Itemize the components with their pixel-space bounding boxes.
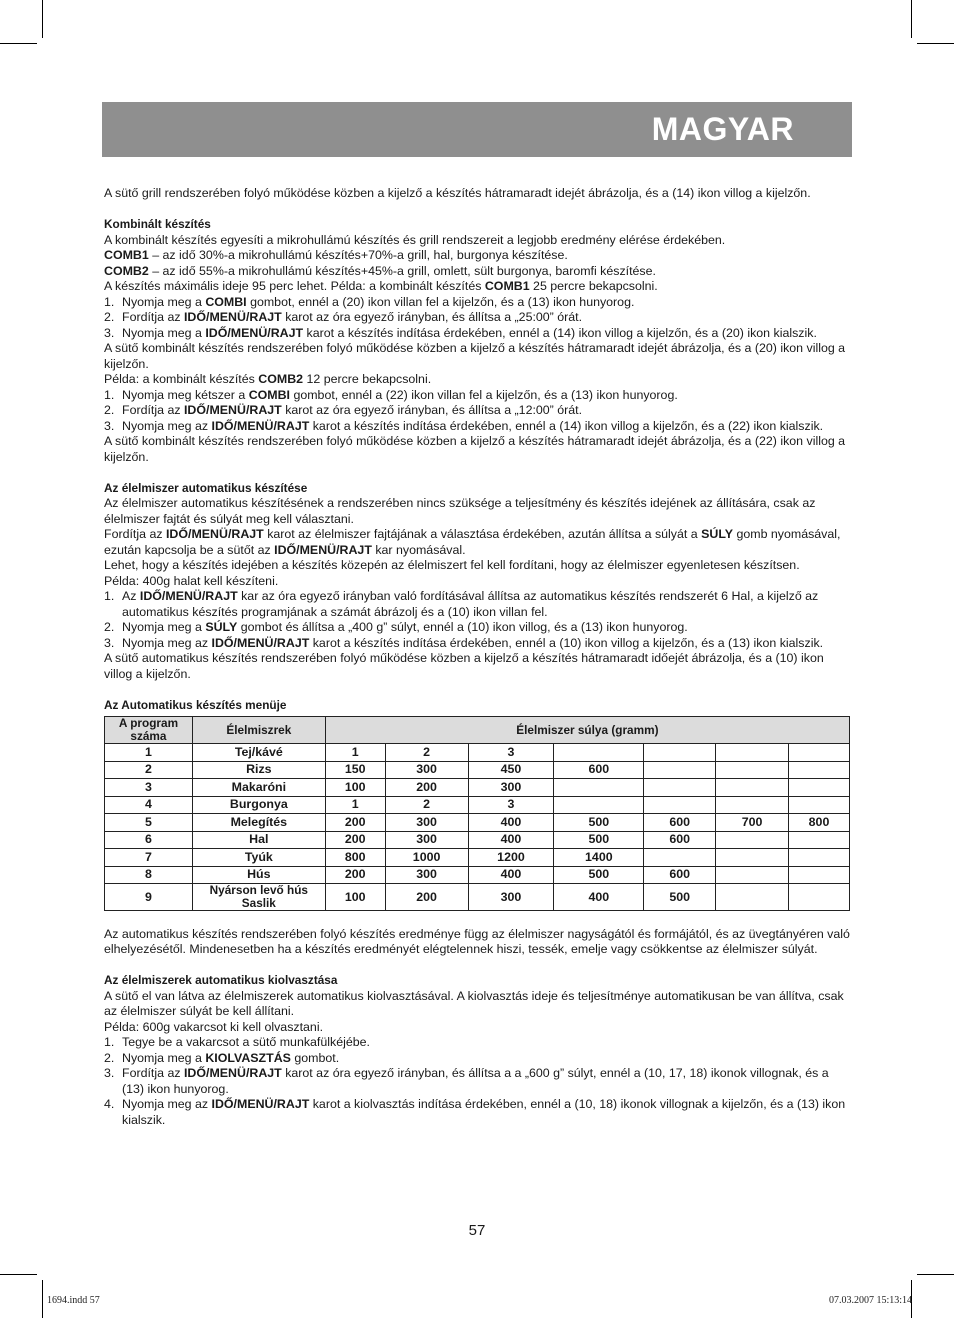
paragraph: Az élelmiszer automatikus készítésének a rendszerében nincs szüksége a teljesítmény és készítés idejének az állítására, csak az élelmiszer fajtát és súlyát meg kell választani. (104, 496, 816, 526)
crop-mark (911, 0, 912, 38)
table-cell (554, 779, 644, 797)
table-cell: 600 (644, 814, 716, 832)
table-cell: 200 (385, 779, 468, 797)
table-cell: Tyúk (192, 849, 325, 867)
table-cell (554, 744, 644, 762)
table-row (105, 761, 850, 779)
table-cell: 600 (644, 866, 716, 884)
table-cell: 400 (468, 814, 554, 832)
table-cell: 300 (468, 884, 554, 911)
table-cell: 1 (325, 744, 385, 762)
page-title: MAGYAR (651, 111, 794, 147)
table-cell (716, 884, 789, 911)
table-row (105, 884, 850, 911)
list-item: 3. Nyomja meg az IDŐ/MENÜ/RAJT karot a készítés indítása érdekében, ennél a (10) ikon villog a kijelzőn, és a (13) ikon kialszik. (104, 635, 824, 650)
table-cell: 300 (468, 779, 554, 797)
table-cell (644, 761, 716, 779)
auto-menu-table (104, 716, 850, 911)
table-cell: Burgonya (192, 796, 325, 814)
list-item: 3. Nyomja meg az IDŐ/MENÜ/RAJT karot a készítés indítása érdekében, ennél a (14) ikon villog a kijelzőn, és a (22) ikon kialszik. (104, 418, 824, 433)
table-cell: Rizs (192, 761, 325, 779)
column-header-program: A program száma (105, 717, 193, 744)
list-item: 1. Tegye be a vakarcsot a sütő munkafülkéjébe. (104, 1035, 370, 1049)
table-cell: 2 (385, 744, 468, 762)
table-cell: 200 (385, 884, 468, 911)
column-header-food: Élelmiszrek (192, 717, 325, 744)
table-cell: 100 (325, 779, 385, 797)
table-cell: 3 (468, 744, 554, 762)
table-cell: 200 (325, 814, 385, 832)
table-row (105, 814, 850, 832)
paragraph: Fordítja az IDŐ/MENÜ/RAJT karot az élelmiszer fajtájának a választása érdekében, azután állítsa a súlyát a SÚLY gomb nyomásával, ezután kapcsolja be a sütőt az IDŐ/MENÜ/RAJT kar nyomásával. (104, 527, 841, 557)
table-cell: 1 (325, 796, 385, 814)
section-heading-combined: Kombinált készítés (104, 217, 211, 231)
table-cell: 3 (468, 796, 554, 814)
paragraph: Példa: a kombinált készítés COMB2 12 percre bekapcsolni. (104, 372, 432, 386)
table-header-row (105, 717, 850, 744)
table-cell: 200 (325, 866, 385, 884)
table-row (105, 849, 850, 867)
paragraph: A sütő kombinált készítés rendszerében folyó működése közben a kijelző a készítés hátramaradt idejét ábrázolja, és a (20) ikon villog a kijelzőn. (104, 341, 846, 371)
table-row (105, 866, 850, 884)
table-cell (716, 849, 789, 867)
table-cell: 700 (716, 814, 789, 832)
list-item: 3. Fordítja az IDŐ/MENÜ/RAJT karot az óra egyező irányban, és állítsa a a „600 g” súlyt, ennél a (10, 17, 18) ikonok villognak, és a (13) ikon hunyorog. (104, 1066, 829, 1096)
table-row (105, 744, 850, 762)
table-cell (716, 796, 789, 814)
table-cell (716, 744, 789, 762)
table-cell (644, 849, 716, 867)
paragraph: A sütő kombinált készítés rendszerében folyó működése közben a kijelző a készítés hátramaradt idejét ábrázolja, és a (22) ikon villog a kijelzőn. (104, 434, 846, 464)
table-cell: 300 (385, 866, 468, 884)
table-cell: Tej/kávé (192, 744, 325, 762)
table-cell: 600 (644, 831, 716, 849)
table-body (105, 744, 850, 884)
table-cell: 7 (105, 849, 193, 867)
section-heading-auto-menu: Az Automatikus készítés menüje (104, 697, 287, 712)
table-cell (644, 744, 716, 762)
table-cell: 200 (325, 831, 385, 849)
crop-mark (0, 43, 37, 44)
paragraph: Lehet, hogy a készítés idejében a készítés közepén az élelmiszert fel kell fordítani, hogy az élelmiszer egyenletesen készítsen. (104, 558, 800, 572)
crop-mark (917, 43, 954, 44)
table-cell (716, 866, 789, 884)
print-slug-right: 07.03.2007 15:13:14 (828, 1295, 912, 1306)
table-row (105, 796, 850, 814)
table-row (105, 831, 850, 849)
column-header-weight: Élelmiszer súlya (gramm) (325, 717, 849, 744)
table-cell (644, 779, 716, 797)
table-cell: 300 (385, 761, 468, 779)
list-item: 1. Nyomja meg a COMBI gombot, ennél a (20) ikon villan fel a kijelzőn, és a (13) ikon hunyorog. (104, 294, 635, 309)
list-item: 2. Fordítja az IDŐ/MENÜ/RAJT karot az óra egyező irányban, és állítsa a „25:00” órát. (104, 310, 583, 324)
table-cell (789, 779, 850, 797)
section-heading-defrost: Az élelmiszerek automatikus kiolvasztása (104, 973, 338, 987)
table-cell: 400 (554, 884, 644, 911)
paragraph: Az automatikus készítés rendszerében folyó készítés eredménye függ az élelmiszer nagyságától és formájától, és az üvegtányéren való elhelyezésétől. Mindenesetben ha a készítés eredményét elégtelennek hiszi, tessék, emelje vagy csökkentse az élelmiszer súlyát. (104, 926, 850, 956)
table-cell: 800 (789, 814, 850, 832)
table-cell: 100 (325, 884, 385, 911)
table-cell (554, 796, 644, 814)
table-cell: 500 (644, 884, 716, 911)
table-cell: 8 (105, 866, 193, 884)
comb2-line: COMB2 – az idő 55%-a mikrohullámú készítés+45%-a grill, omlett, sült burgonya, baromfi készítése. (104, 263, 656, 278)
page-number: 57 (468, 1222, 486, 1239)
comb1-label: COMB1 (104, 248, 149, 262)
table-cell: 1 (105, 744, 193, 762)
table-cell: 500 (554, 866, 644, 884)
list-item: 2. Nyomja meg a KIOLVASZTÁS gombot. (104, 1050, 340, 1065)
table-cell: 3 (105, 779, 193, 797)
table-cell (644, 796, 716, 814)
paragraph: Példa: 600g vakarcsot ki kell olvasztani. (104, 1019, 324, 1034)
print-slug-left: 1694.indd 57 (47, 1295, 100, 1306)
table-cell: 1000 (385, 849, 468, 867)
language-banner (102, 102, 852, 157)
intro-paragraph: A sütő grill rendszerében folyó működése közben a kijelző a készítés hátramaradt idejét ábrázolja, és a (14) ikon villog a kijelzőn. (104, 186, 811, 200)
paragraph: A sütő el van látva az élelmiszerek automatikus kiolvasztásával. A kiolvasztás ideje és teljesítménye automatikusan be van állítva, csak az élelmiszer súlyát be kell állítani. (104, 988, 844, 1018)
paragraph: A sütő automatikus készítés rendszerében folyó működése közben a kijelző a készítés hátramaradt időejét ábrázolja, és a (10) ikon villog a kijelzőn. (104, 651, 824, 681)
table-cell: 300 (385, 831, 468, 849)
table-cell (789, 831, 850, 849)
table-cell: 2 (105, 761, 193, 779)
comb2-label: COMB2 (104, 263, 149, 278)
crop-mark (0, 1274, 37, 1275)
table-cell (789, 849, 850, 867)
page-content (104, 186, 850, 1128)
table-cell (789, 761, 850, 779)
table-cell: Makaróni (192, 779, 325, 797)
comb1-line: COMB1 – az idő 30%-a mikrohullámú készítés+70%-a grill, hal, burgonya készítése. (104, 248, 568, 262)
table-cell: 400 (468, 866, 554, 884)
section-heading-auto-cook: Az élelmiszer automatikus készítése (104, 480, 308, 495)
list-item: 3. Nyomja meg a IDŐ/MENÜ/RAJT karot a készítés indítása érdekében, ennél a (14) ikon villog a kijelzőn, és a (20) ikon kialszik. (104, 325, 817, 340)
table-cell (716, 761, 789, 779)
table-cell: Melegítés (192, 814, 325, 832)
list-item: 2. Nyomja meg a SÚLY gombot és állítsa a „400 g” súlyt, ennél a (10) ikon villog, és a (13) ikon hunyorog. (104, 620, 688, 634)
table-cell: 400 (468, 831, 554, 849)
table-cell (789, 796, 850, 814)
crop-mark (42, 0, 43, 38)
paragraph: Példa: 400g halat kell készíteni. (104, 573, 279, 588)
table-cell: 5 (105, 814, 193, 832)
table-cell (789, 744, 850, 762)
table-cell: 4 (105, 796, 193, 814)
list-item: 1. Az IDŐ/MENÜ/RAJT kar az óra egyező irányban való fordításával állítsa az automatikus készítés rendszerét 6 Hal, a kijelző az automatikus készítés programjának a számát ábrázolj és a (10) ikon villan fel. (104, 589, 819, 619)
list-item: 1. Nyomja meg kétszer a COMBI gombot, ennél a (22) ikon villan fel a kijelzőn, és a (13) ikon hunyorog. (104, 387, 678, 402)
table-cell (789, 884, 850, 911)
table-cell: 1400 (554, 849, 644, 867)
table-cell: 500 (554, 831, 644, 849)
table-cell: 800 (325, 849, 385, 867)
crop-mark (42, 1280, 43, 1318)
table-cell (789, 866, 850, 884)
paragraph: A kombinált készítés egyesíti a mikrohullámú készítés és grill rendszereit a legjobb eredmény elérése érdekében. (104, 232, 726, 247)
table-cell: 1200 (468, 849, 554, 867)
paragraph: A készítés máximális ideje 95 perc lehet. Példa: a kombinált készítés COMB1 25 percre bekapcsolni. (104, 279, 658, 293)
table-cell: Hal (192, 831, 325, 849)
table-cell (716, 779, 789, 797)
table-row (105, 779, 850, 797)
table-cell (716, 831, 789, 849)
table-cell: 6 (105, 831, 193, 849)
table-cell: 300 (385, 814, 468, 832)
table-cell: 450 (468, 761, 554, 779)
list-item: 4. Nyomja meg az IDŐ/MENÜ/RAJT karot a kiolvasztás indítása érdekében, ennél a (10, 18) ikonok villognak a kijelzőn, és a (13) ikon kialszik. (104, 1097, 846, 1127)
table-cell: 600 (554, 761, 644, 779)
list-item: 2. Fordítja az IDŐ/MENÜ/RAJT karot az óra egyező irányban, és állítsa a „12:00” órát. (104, 403, 583, 417)
table-cell: 9 (105, 884, 193, 911)
table-cell: 150 (325, 761, 385, 779)
table-cell: Hús (192, 866, 325, 884)
crop-mark (917, 1274, 954, 1275)
table-cell: Nyárson levő hús Saslik (192, 884, 325, 911)
table-cell: 500 (554, 814, 644, 832)
table-cell: 2 (385, 796, 468, 814)
